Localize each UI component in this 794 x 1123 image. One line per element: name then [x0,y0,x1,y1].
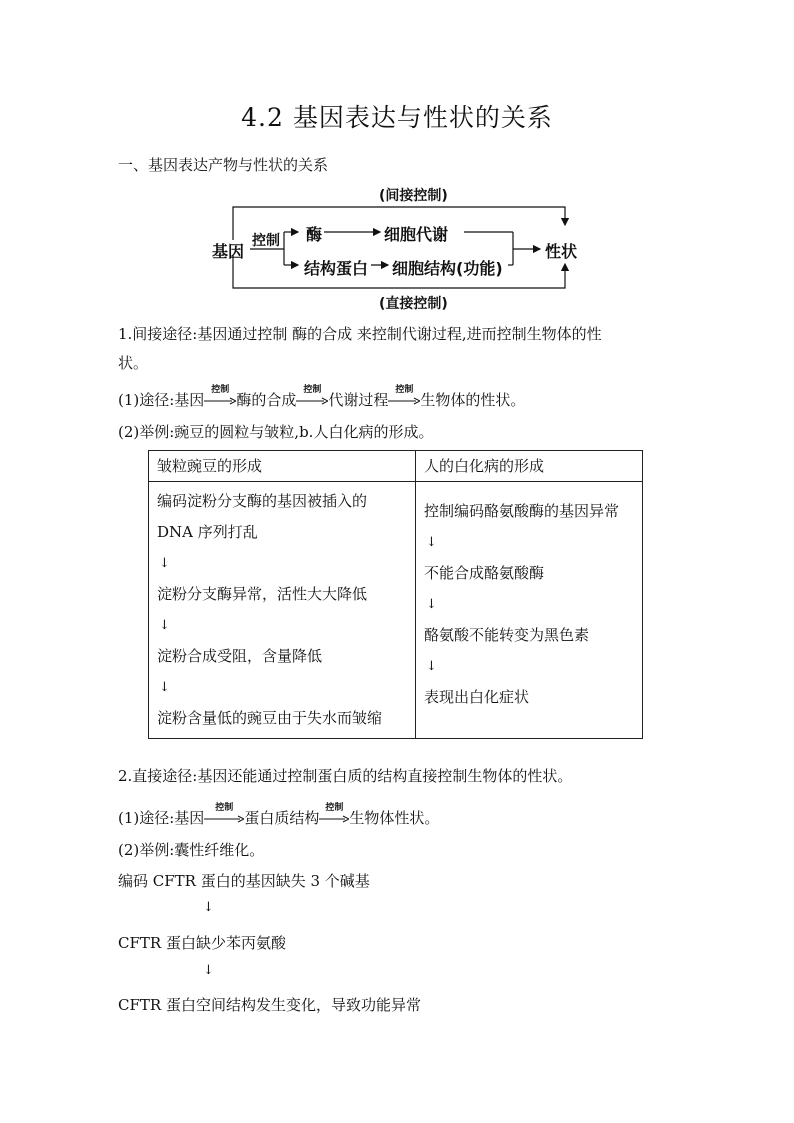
cell-structure-node: 细胞结构(功能) [392,259,503,278]
down-arrow-icon: ↓ [203,900,214,915]
down-arrow-icon: ↓ [159,618,170,633]
down-arrow-icon: ↓ [159,680,170,695]
cftr-chain-step: CFTR 蛋白空间结构发生变化，导致功能异常 [118,996,421,1014]
control-arrow-icon: 控制 [204,809,244,825]
indirect-example: (2)举例:豌豆的圆粒与皱粒,b.人白化病的形成。 [118,423,434,441]
albinism-cell [416,482,643,739]
cftr-chain-step: CFTR 蛋白缺少苯丙氨酸 [118,934,286,952]
direct-control-label: (直接控制) [379,296,448,312]
table-header-wrinkled-pea: 皱粒豌豆的形成 [149,451,416,482]
trait-node: 性状 [545,242,578,261]
formula-step-trait: 生物体性状。 [349,809,440,827]
indirect-control-label: (间接控制) [379,188,448,204]
enzyme-node: 酶 [306,225,323,244]
control-arrow-icon: 控制 [319,809,349,825]
section-heading: 一、基因表达产物与性状的关系 [118,156,329,174]
down-arrow-icon: ↓ [426,597,437,612]
control-arrow-icon: 控制 [388,391,420,407]
control-arrow-icon: 控制 [204,391,236,407]
formula-step-enzyme: 酶的合成 [236,391,297,409]
list-item: 淀粉合成受阻，含量降低 [157,647,323,665]
formula-prefix: (1)途径:基因 [118,391,205,409]
indirect-pathway-text-cont: 状。 [118,354,149,372]
page-title: 4.2 基因表达与性状的关系 [241,103,553,132]
list-item: DNA 序列打乱 [157,523,258,541]
list-item: 淀粉含量低的豌豆由于失水而皱缩 [157,709,383,727]
list-item: 编码淀粉分支酶的基因被插入的 [157,492,368,510]
indirect-pathway-text: 1.间接途径:基因通过控制 酶的合成 来控制代谢过程,进而控制生物体的性 [118,325,602,343]
down-arrow-icon: ↓ [159,556,170,571]
metabolism-node: 细胞代谢 [384,225,449,244]
formula-step-protein: 蛋白质结构 [244,809,320,827]
formula-step-trait: 生物体的性状。 [420,391,526,409]
wrinkled-pea-cell [149,482,416,739]
indirect-pathway-formula [118,385,526,410]
direct-pathway-formula [118,803,440,828]
down-arrow-icon: ↓ [426,535,437,550]
control-arrow-icon: 控制 [296,391,328,407]
control-label: 控制 [252,233,280,249]
formula-prefix: (1)途径:基因 [118,809,205,827]
formula-step-metabolism: 代谢过程 [328,391,389,409]
table-header-albinism: 人的白化病的形成 [416,451,643,482]
gene-node: 基因 [212,242,245,261]
comparison-table [148,450,643,739]
list-item: 淀粉分支酶异常，活性大大降低 [157,585,368,603]
down-arrow-icon: ↓ [426,659,437,674]
down-arrow-icon: ↓ [203,963,214,978]
structural-protein-node: 结构蛋白 [304,259,369,278]
cftr-chain-step: 编码 CFTR 蛋白的基因缺失 3 个碱基 [118,872,370,890]
direct-example: (2)举例:囊性纤维化。 [118,841,265,859]
list-item: 表现出白化症状 [424,688,530,706]
direct-pathway-text: 2.直接途径:基因还能通过控制蛋白质的结构直接控制生物体的性状。 [118,767,573,785]
list-item: 控制编码酪氨酸酶的基因异常 [424,502,620,520]
list-item: 不能合成酪氨酸酶 [424,564,545,582]
list-item: 酪氨酸不能转变为黑色素 [424,626,590,644]
